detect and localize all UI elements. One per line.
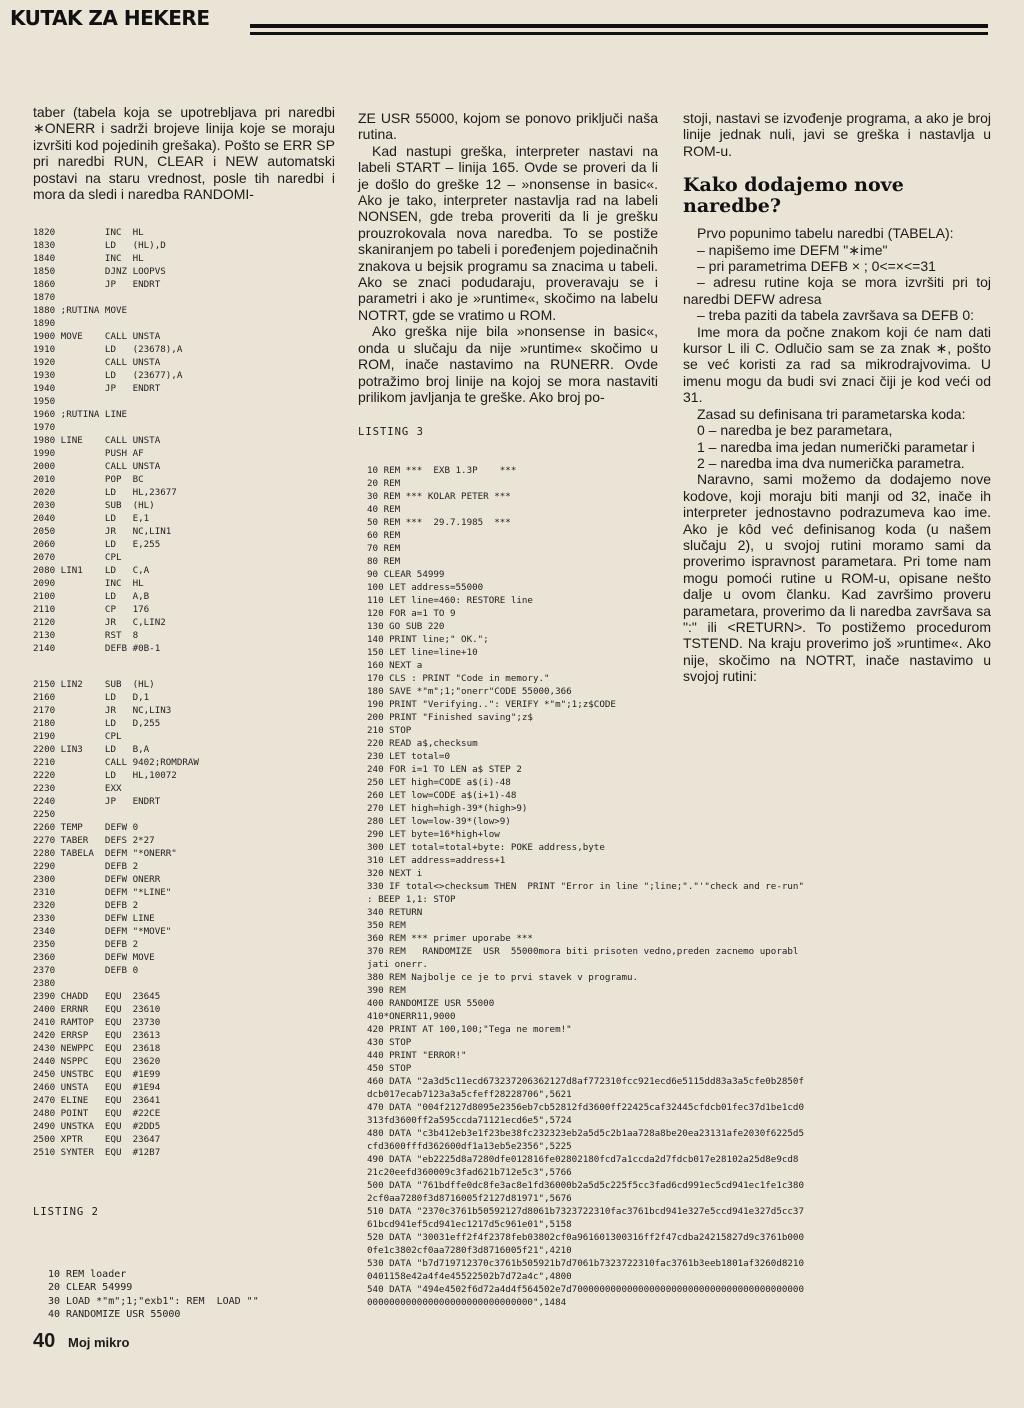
code-line: 180 SAVE *"m";1;"onerr"CODE 55000,366 bbox=[367, 686, 572, 697]
code-line: 80 REM bbox=[367, 556, 401, 567]
code-line: 2410 RAMTOP EQU 23730 bbox=[33, 1017, 161, 1028]
code-line: 2140 DEFB #0B-1 bbox=[33, 643, 161, 654]
code-line: 490 DATA "eb2225d8a7280dfe012816fe02802180fcd7a1ccda2d7fdcb017e28102a25d8e9cd8 bbox=[367, 1154, 799, 1165]
code-line: 2330 DEFW LINE bbox=[33, 913, 155, 924]
code-line: 21c20eefd360009c3fad621b712e5c3",5766 bbox=[367, 1167, 572, 1178]
code-line: 2490 UNSTKA EQU #2DD5 bbox=[33, 1121, 161, 1132]
code-line: 200 PRINT "Finished saving";z$ bbox=[367, 712, 533, 723]
code-line: 300 LET total=total+byte: POKE address,byte bbox=[367, 842, 605, 853]
code-line: 380 REM Najbolje ce je to prvi stavek v programu. bbox=[367, 972, 639, 983]
code-line: 1940 JP ENDRT bbox=[33, 383, 161, 394]
code-line: 2280 TABELA DEFM "*ONERR" bbox=[33, 848, 177, 859]
col2-paragraph-2: Kad nastupi greška, interpreter nastavi na labeli START – linija 165. Ovde se proveri da li je došlo do greške 12 – »nonsense in basic«. Ako je tako, interpreter nastavlja rad na labeli NONSEN, gde treba proveriti da li je grešku prouzrokovala nova naredba. To se postiže skaniranjem po tabeli i poređenjem pojedinačnih znakova u bejsik programu sa znacima u tabeli. Ako se znaci podudaraju, proveravaju se i parametri i ako je »runtime«, skočimo na labelu NOTRT, gde se vratimo u ROM. bbox=[358, 142, 658, 323]
code-line: 313fd3600ff2a595ccda71121ecd6e5",5724 bbox=[367, 1115, 572, 1126]
code-line: 2050 JR NC,LIN1 bbox=[33, 526, 172, 537]
code-line: 2110 CP 176 bbox=[33, 604, 150, 615]
code-line: 1920 CALL UNSTA bbox=[33, 357, 161, 368]
code-line: 240 FOR i=1 TO LEN a$ STEP 2 bbox=[367, 764, 522, 775]
code-line: 1930 LD (23677),A bbox=[33, 370, 183, 381]
code-line: 500 DATA "761bdffe0dc8fe3ac8e1fd36000b2a5d5c225f5cc3fad6cd991ec5cd941ec1fe1c380 bbox=[367, 1180, 804, 1191]
code-line: 40 RANDOMIZE USR 55000 bbox=[48, 1309, 181, 1321]
code-line: 0401158e42a4f4e45522502b7d72a4c",4800 bbox=[367, 1271, 572, 1282]
code-line: 2030 SUB (HL) bbox=[33, 500, 155, 511]
code-line: 30 LOAD *"m";1;"exb1": REM LOAD "" bbox=[48, 1295, 259, 1307]
code-line: 2230 EXX bbox=[33, 783, 122, 794]
listing2-code bbox=[48, 1268, 259, 1322]
code-line: 70 REM bbox=[367, 543, 401, 554]
code-line: 1820 INC HL bbox=[33, 227, 144, 238]
code-line: 2160 LD D,1 bbox=[33, 692, 150, 703]
code-line: 460 DATA "2a3d5c11ecd673237206362127d8af772310fcc921ecd6e5115dd83a3a5cfe0b2850f bbox=[367, 1076, 804, 1087]
code-line: 2100 LD A,B bbox=[33, 591, 150, 602]
assembly-listing-part1 bbox=[33, 226, 182, 655]
code-line: 130 GO SUB 220 bbox=[367, 621, 445, 632]
code-line: 20 REM bbox=[367, 478, 401, 489]
code-line: 2250 bbox=[33, 809, 56, 820]
code-line: 110 LET line=460: RESTORE line bbox=[367, 595, 533, 606]
code-line: 2070 CPL bbox=[33, 552, 122, 563]
body-line: 1 – naredba ima jedan numerički parametar i bbox=[697, 438, 975, 455]
code-line: 360 REM *** primer uporabe *** bbox=[367, 933, 533, 944]
section-heading: Kako dodajemo nove naredbe? bbox=[683, 174, 904, 218]
code-line: 450 STOP bbox=[367, 1063, 412, 1074]
code-line: 1960 ;RUTINA LINE bbox=[33, 409, 128, 420]
code-line: 1880 ;RUTINA MOVE bbox=[33, 305, 128, 316]
code-line: 2400 ERRNR EQU 23610 bbox=[33, 1004, 161, 1015]
code-line: 2370 DEFB 0 bbox=[33, 965, 139, 976]
code-line: 2340 DEFM "*MOVE" bbox=[33, 926, 172, 937]
code-line: 2000 CALL UNSTA bbox=[33, 461, 161, 472]
code-line: 420 PRINT AT 100,100;"Tega ne morem!" bbox=[367, 1024, 572, 1035]
code-line: 390 REM bbox=[367, 985, 406, 996]
code-line: 120 FOR a=1 TO 9 bbox=[367, 608, 456, 619]
code-line: 2010 POP BC bbox=[33, 474, 144, 485]
code-line: 400 RANDOMIZE USR 55000 bbox=[367, 998, 495, 1009]
section-title: KUTAK ZA HEKERE bbox=[10, 6, 210, 30]
code-line: cfd3600fffd362600df1a13eb5e2356",5225 bbox=[367, 1141, 572, 1152]
code-line: 1990 PUSH AF bbox=[33, 448, 144, 459]
col1-intro-paragraph: taber (tabela koja se upotrebljava pri naredbi ∗ONERR i sadrži brojeve linija koje se moraju izvršiti kod pojedinih grešaka). Pošto se ERR SP pri naredbi RUN, CLEAR i NEW automatski postavi na staru vrednost, posle tih naredbi i mora da sledi i naredba RANDOMI- bbox=[33, 104, 335, 203]
body-line: Prvo popunimo tabelu naredbi (TABELA): bbox=[697, 225, 954, 242]
code-line: 2180 LD D,255 bbox=[33, 718, 161, 729]
code-line: 230 LET total=0 bbox=[367, 751, 450, 762]
code-line: 170 CLS : PRINT "Code in memory." bbox=[367, 673, 550, 684]
code-line: 530 DATA "b7d719712370c3761b505921b7d7061b7323722310fac3761b3eeb1801af3260d8210 bbox=[367, 1258, 804, 1269]
code-line: 140 PRINT line;" OK."; bbox=[367, 634, 489, 645]
header-rule bbox=[250, 24, 988, 28]
code-line: 250 LET high=CODE a$(i)-48 bbox=[367, 777, 511, 788]
code-line: 2350 DEFB 2 bbox=[33, 939, 139, 950]
code-line: 2310 DEFM "*LINE" bbox=[33, 887, 172, 898]
code-line: 2470 ELINE EQU 23641 bbox=[33, 1095, 161, 1106]
code-line: 2220 LD HL,10072 bbox=[33, 770, 177, 781]
code-line: 2320 DEFB 2 bbox=[33, 900, 139, 911]
code-line: 2460 UNSTA EQU #1E94 bbox=[33, 1082, 161, 1093]
body-line: – adresu rutine koja se mora izvršiti pri toj naredbi DEFW adresa bbox=[683, 274, 991, 307]
page-number: 40 bbox=[33, 1330, 56, 1352]
code-line: 520 DATA "30031eff2f4f2378feb03802cf0a961601300316ff2f47cdba24215827d9c3761b000 bbox=[367, 1232, 804, 1243]
code-line: 2190 CPL bbox=[33, 731, 122, 742]
code-line: 430 STOP bbox=[367, 1037, 412, 1048]
code-line: 2300 DEFW ONERR bbox=[33, 874, 161, 885]
code-line: 2440 NSPPC EQU 23620 bbox=[33, 1056, 161, 1067]
body-line: Naravno, sami možemo da dodajemo nove kodove, koji moraju biti manji od 32, inače ih interpreter jednostavno podrazumeva kao ime. Ako je kôd već definisanog koda (u našem slučaju 2), u svojoj rutini moramo sami da proverimo ispravnost parametara. Pri tome nam mogu pomoći rutine u ROM-u, opisane nešto dalje u ovom članku. Kad završimo proveru parametara, proverimo da li naredba završava sa ":" ili <RETURN>. To postižemo procedurom TSTEND. Na kraju proverimo još »runtime«. Ako nije, skočimo na NOTRT, inače nastavimo u svojoj rutini: bbox=[683, 471, 991, 685]
code-line: 2200 LIN3 LD B,A bbox=[33, 744, 150, 755]
code-line: 2380 bbox=[33, 978, 56, 989]
code-line: 2130 RST 8 bbox=[33, 630, 139, 641]
code-line: 1900 MOVE CALL UNSTA bbox=[33, 331, 161, 342]
code-line: dcb017ecab7123a3a5cfeff28228706",5621 bbox=[367, 1089, 572, 1100]
code-line: 90 CLEAR 54999 bbox=[367, 569, 445, 580]
code-line: 100 LET address=55000 bbox=[367, 582, 484, 593]
code-line: 2420 ERRSP EQU 23613 bbox=[33, 1030, 161, 1041]
code-line: 1840 INC HL bbox=[33, 253, 144, 264]
header-rule-secondary bbox=[250, 32, 988, 35]
code-line: 2290 DEFB 2 bbox=[33, 861, 139, 872]
code-line: 2120 JR C,LIN2 bbox=[33, 617, 166, 628]
code-line: 210 STOP bbox=[367, 725, 412, 736]
code-line: 1980 LINE CALL UNSTA bbox=[33, 435, 161, 446]
code-line: 2390 CHADD EQU 23645 bbox=[33, 991, 161, 1002]
code-line: 340 RETURN bbox=[367, 907, 423, 918]
listing2-label: LISTING 2 bbox=[33, 1206, 99, 1218]
code-line: 260 LET low=CODE a$(i+1)-48 bbox=[367, 790, 517, 801]
col2-text bbox=[358, 110, 658, 405]
body-line: Ime mora da počne znakom koji će nam dati kursor L ili C. Odlučio sam se za znak ∗, pošto se već koristi za rad sa mikrodrajvovima. U imenu mogu da budi svi znaci čiji je kod veći od 31. bbox=[683, 323, 991, 406]
assembly-listing-part2 bbox=[33, 678, 199, 1159]
code-line: 190 PRINT "Verifying..": VERIFY *"m";1;z$CODE bbox=[367, 699, 616, 710]
code-line: 2510 SYNTER EQU #12B7 bbox=[33, 1147, 161, 1158]
code-line: 2020 LD HL,23677 bbox=[33, 487, 177, 498]
code-line: 1910 LD (23678),A bbox=[33, 344, 183, 355]
code-line: 2060 LD E,255 bbox=[33, 539, 161, 550]
code-line: 270 LET high=high-39*(high>9) bbox=[367, 803, 528, 814]
code-line: 1970 bbox=[33, 422, 56, 433]
code-line: 10 REM *** EXB 1.3P *** bbox=[367, 465, 517, 476]
code-line: 2450 UNSTBC EQU #1E99 bbox=[33, 1069, 161, 1080]
code-line: 61bcd941ef5cd941ec1217d5c961e01",5158 bbox=[367, 1219, 572, 1230]
code-line: 480 DATA "c3b412eb3e1f23be38fc232323eb2a5d5c2b1aa728a8be20ea23131afe2030f6225d5 bbox=[367, 1128, 804, 1139]
col3-body bbox=[683, 225, 991, 684]
code-line: 320 NEXT i bbox=[367, 868, 423, 879]
code-line: 2080 LIN1 LD C,A bbox=[33, 565, 150, 576]
body-line: 0 – naredba je bez parametara, bbox=[697, 422, 893, 439]
code-line: 60 REM bbox=[367, 530, 401, 541]
code-line: 2150 LIN2 SUB (HL) bbox=[33, 679, 155, 690]
code-line: 410*ONERR11,9000 bbox=[367, 1011, 456, 1022]
code-line: 470 DATA "004f2127d8095e2356eb7cb52812fd3600ff22425caf32445cfdcb01fec37d1be1cd0 bbox=[367, 1102, 804, 1113]
code-line: 10 REM loader bbox=[48, 1269, 127, 1280]
code-line: 0fe1c3802cf0aa7280f3d8716005f21",4210 bbox=[367, 1245, 572, 1256]
body-line: 2 – naredba ima dva numerička parametra. bbox=[697, 454, 965, 471]
body-line: – treba paziti da tabela završava sa DEFB 0: bbox=[697, 307, 975, 324]
code-line: 2090 INC HL bbox=[33, 578, 144, 589]
code-line: 1850 DJNZ LOOPVS bbox=[33, 266, 166, 277]
code-line: 30 REM *** KOLAR PETER *** bbox=[367, 491, 511, 502]
col3-text bbox=[683, 110, 991, 685]
code-line: 2480 POINT EQU #22CE bbox=[33, 1108, 161, 1119]
code-line: 440 PRINT "ERROR!" bbox=[367, 1050, 467, 1061]
col2-paragraph-1: ZE USR 55000, kojom se ponovo priključi naša rutina. bbox=[358, 110, 658, 143]
code-line: 350 REM bbox=[367, 920, 406, 931]
code-line: 220 READ a$,checksum bbox=[367, 738, 478, 749]
code-line: 540 DATA "494e4502f6d72a4d4f564502e7d700000000000000000000000000000000000000000 bbox=[367, 1284, 804, 1295]
body-line: – napišemo ime DEFM "∗ime" bbox=[697, 241, 888, 258]
col2-paragraph-3: Ako greška nije bila »nonsense in basic«, onda u slučaju da nije »runtime« skočimo u ROM, inače nastavimo na RUNERR. Ovde potražimo broj linije na kojoj se mora nastaviti prilikom javljanja te greške. Ako broj po- bbox=[358, 323, 658, 405]
code-line: 1950 bbox=[33, 396, 56, 407]
code-line: 2cf0aa7280f3d8716005f2127d81971",5676 bbox=[367, 1193, 572, 1204]
code-line: 1890 bbox=[33, 318, 56, 329]
code-line: 2360 DEFW MOVE bbox=[33, 952, 155, 963]
code-line: 50 REM *** 29.7.1985 *** bbox=[367, 517, 511, 528]
code-line: 1870 bbox=[33, 292, 56, 303]
body-line: – pri parametrima DEFB × ; 0<=×<=31 bbox=[697, 258, 936, 275]
code-line: 20 CLEAR 54999 bbox=[48, 1282, 133, 1294]
code-line: 2040 LD E,1 bbox=[33, 513, 150, 524]
body-line: Zasad su definisana tri parametarska koda: bbox=[697, 405, 966, 422]
code-line: 280 LET low=low-39*(low>9) bbox=[367, 816, 511, 827]
code-line: 2500 XPTR EQU 23647 bbox=[33, 1134, 161, 1145]
code-line: 2270 TABER DEFS 2*27 bbox=[33, 835, 155, 846]
code-line: 510 DATA "2370c3761b50592127d8061b7323722310fac3761bcd941e327e5ccd941e327d5cc37 bbox=[367, 1206, 804, 1217]
code-line: 2430 NEWPPC EQU 23618 bbox=[33, 1043, 161, 1054]
magazine-name: Moj mikro bbox=[68, 1335, 130, 1350]
code-line: 2240 JP ENDRT bbox=[33, 796, 161, 807]
code-line: 1830 LD (HL),D bbox=[33, 240, 166, 251]
code-line: 000000000000000000000000000000",1484 bbox=[367, 1297, 567, 1308]
code-line: 290 LET byte=16*high+low bbox=[367, 829, 500, 840]
code-line: 160 NEXT a bbox=[367, 660, 423, 671]
col1-intro-text bbox=[33, 104, 335, 202]
code-line: 2210 CALL 9402;ROMDRAW bbox=[33, 757, 199, 768]
code-line: 370 REM RANDOMIZE USR 55000mora biti prisoten vedno,preden zacnemo uporabl bbox=[367, 946, 799, 957]
code-line: 2260 TEMP DEFW 0 bbox=[33, 822, 139, 833]
code-line: 150 LET line=line+10 bbox=[367, 647, 478, 658]
code-line: 40 REM bbox=[367, 504, 401, 515]
listing3-label: LISTING 3 bbox=[358, 426, 424, 438]
col3-paragraph-1: stoji, nastavi se izvođenje programa, a ako je broj linije jednak nuli, javi se greška i nastavlja u ROM-u. bbox=[683, 110, 991, 159]
code-line: 1860 JP ENDRT bbox=[33, 279, 161, 290]
code-line: 310 LET address=address+1 bbox=[367, 855, 506, 866]
code-line: : BEEP 1,1: STOP bbox=[367, 894, 456, 905]
code-line: 2170 JR NC,LIN3 bbox=[33, 705, 172, 716]
code-line: jati onerr. bbox=[367, 959, 428, 970]
code-line: 330 IF total<>checksum THEN PRINT "Error in line ";line;"."'"check and re-run" bbox=[367, 881, 804, 892]
